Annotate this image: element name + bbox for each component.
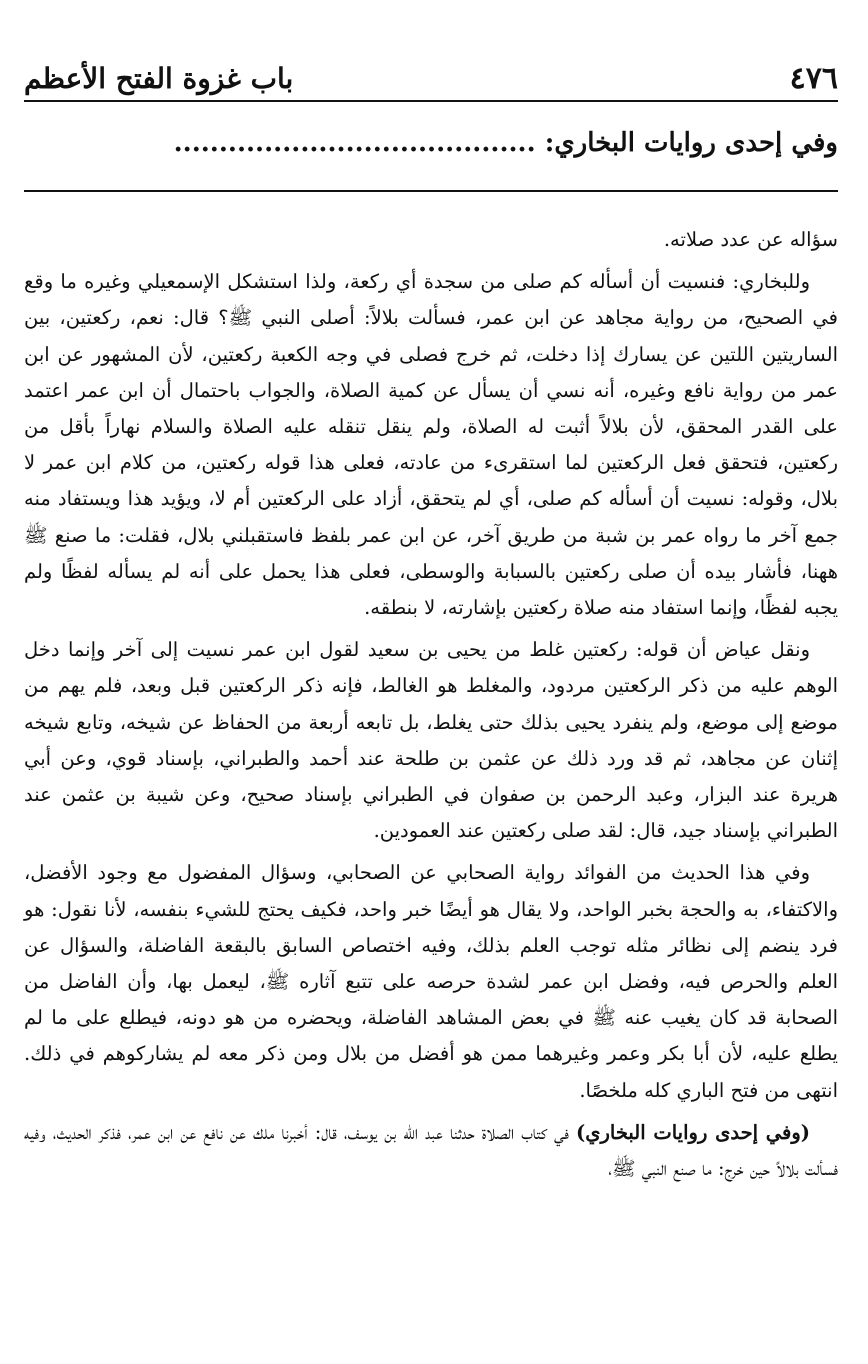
header-rule <box>24 100 838 102</box>
body-text <box>24 222 838 1193</box>
paragraph: وللبخاري: فنسيت أن أسأله كم صلى من سجدة أي ركعة، ولذا استشكل الإسمعيلي وغيره ما وقع في الصحيح، من رواية مجاهد عن ابن عمر، فسألت بلالاً: أصلى النبي ﷺ؟ قال: نعم، ركعتين، بين الساريتين اللتين عن يسارك إذا دخلت، ثم خرج فصلى في وجه الكعبة ركعتين، لأن المشهور عن ابن عمر من رواية نافع وغيره، أنه نسي أن يسأل عن كمية الصلاة، والجواب باحتمال أن ابن عمر اعتمد على القدر المحقق، لأن بلالاً أثبت له الصلاة، ولم ينقل تنقله عليه الصلاة والسلام نهاراً بأقل من ركعتين، فتحقق فعل الركعتين لما استقرىء من عادته، فعلى هذا قوله ركعتين، من كلام ابن عمر لا بلال، وقوله: نسيت أن أسأله كم صلى، أي لم يتحقق، أزاد على الركعتين أم لا، ويؤيد هذا ويستفاد منه جمع آخر ما رواه عمر بن شبة من طريق آخر، عن ابن عمر بلفظ فاستقبلني بلال، فقلت: ما صنع ﷺ ههنا، فأشار بيده أن صلى ركعتين بالسبابة والوسطى، فعلى هذا يحمل على أنه لم يسأله لفظًا ولم يجبه لفظًا، وإنما استفاد منه صلاة ركعتين بإشارته، لا بنطقه. <box>24 270 838 620</box>
paragraph-rest: في كتاب الصلاة حدثنا عبد الله بن يوسف، قال: أخبرنا ملك عن نافع عن ابن عمر، فذكر الحديث، وفيه فسألت بلالاً حين خرج: ما صنع النبي ﷺ، <box>24 1120 838 1181</box>
section-heading: وفي إحدى روايات البخاري: ........................................ <box>173 128 838 158</box>
chapter-title: باب غزوة الفتح الأعظم <box>24 61 294 95</box>
page-number: ٤٧٦ <box>789 60 838 96</box>
paragraph: وفي هذا الحديث من الفوائد رواية الصحابي عن الصحابي، وسؤال المفضول مع وجود الأفضل، والاكتفاء، به والحجة بخبر الواحد، ولا يقال هو أيضًا خبر واحد، فكيف يحتج للشيء بنفسه، لأنا نقول: هو فرد ينضم إلى نظائر مثله توجب العلم بذلك، وفيه اختصاص السابق بالبقعة الفاضلة، والسؤال عن العلم والحرص فيه، وفضل ابن عمر لشدة حرصه على تتبع آثاره ﷺ، ليعمل بها، وأن الفاضل من الصحابة قد كان يغيب عنه ﷺ في بعض المشاهد الفاضلة، ويحضره من هو دونه، فيطلع على ما لم يطلع عليه، لأن أبا بكر وعمر وغيرهما ممن هو أفضل من بلال ومن ذكر معه لم يشاركوهم في ذلك. انتهى من فتح الباري كله ملخصًا. <box>24 861 838 1102</box>
paragraph: سؤاله عن عدد صلاته. <box>663 228 838 251</box>
section-rule <box>24 190 838 192</box>
running-header <box>24 54 838 102</box>
paragraph: ونقل عياض أن قوله: ركعتين غلط من يحيى بن سعيد لقول ابن عمر نسيت إلى آخر وإنما دخل الوهم عليه من ذكر الركعتين مردود، والمغلط هو الغالط، فإنه ذكر الركعتين قبل وبعد، فلم يهم من موضع إلى موضع، ولم ينفرد يحيى بذلك حتى يغلط، بل تابعه أربعة من الحفاظ عن شيخه، وتابع شيخه إثنان عن مجاهد، ثم قد ورد ذلك عن عثمن بن طلحة عند أحمد والطبراني، بإسناد قوي، وعن أبي هريرة عند البزار، وعبد الرحمن بن صفوان في الطبراني بإسناد صحيح، وعن شيبة بن عثمن عند الطبراني بإسناد جيد، قال: لقد صلى ركعتين عند العمودين. <box>24 638 838 843</box>
paragraph-lead: (وفي إحدى روايات البخاري) <box>575 1120 810 1144</box>
paragraph <box>24 1115 838 1187</box>
